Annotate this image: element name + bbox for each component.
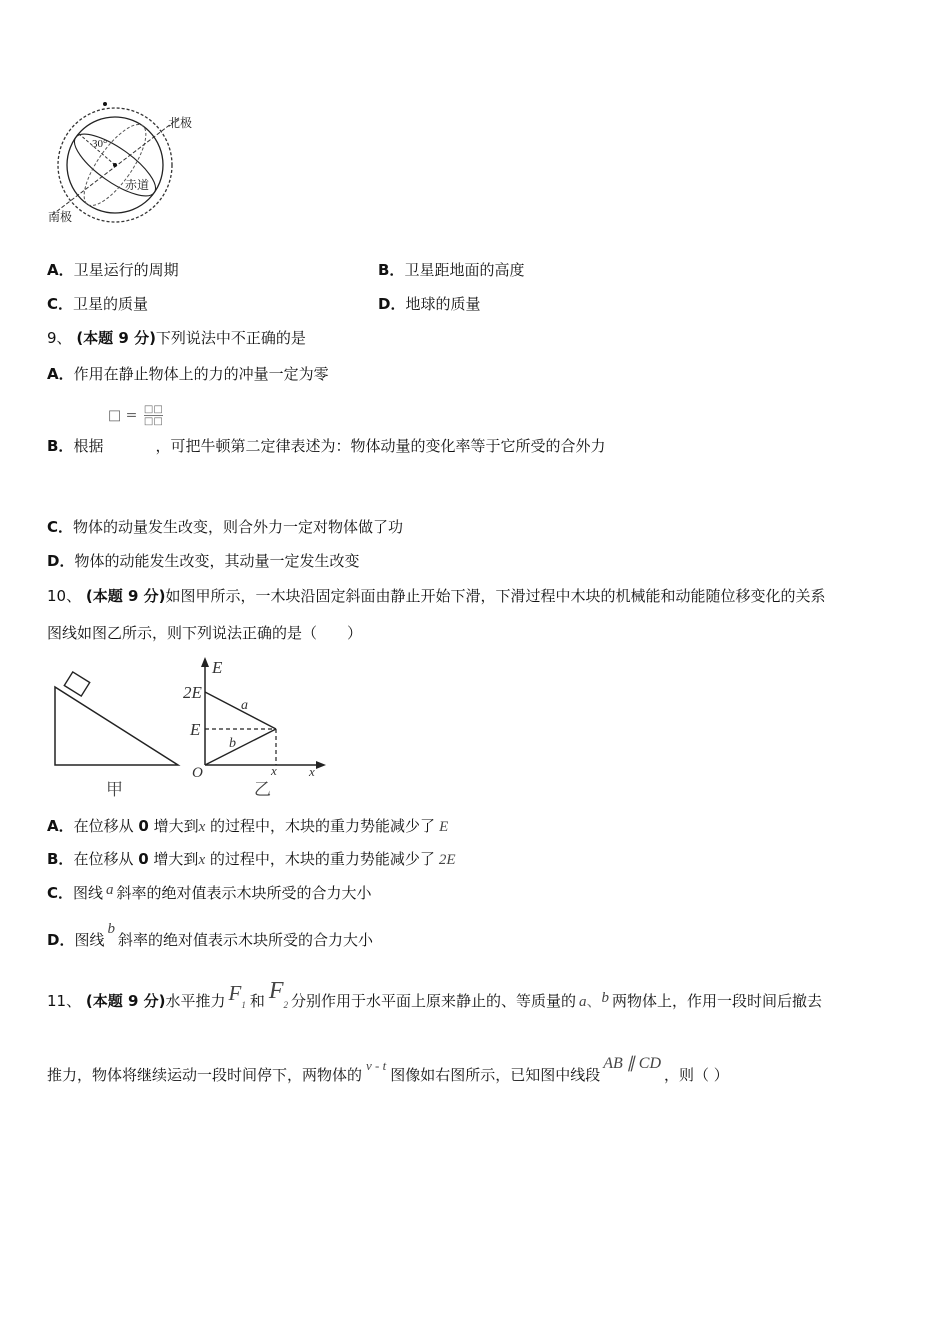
- question-number: 10、: [47, 587, 82, 605]
- option-letter: A．: [47, 817, 74, 835]
- question-text: 水平推力: [165, 992, 226, 1010]
- e-axis-arrow: [201, 657, 209, 667]
- incline-triangle: [55, 687, 178, 765]
- option-text: 作用在静止物体上的力的冲量一定为零: [73, 365, 329, 383]
- globe-figure: [40, 95, 200, 230]
- q8-option-a: [47, 260, 179, 280]
- option-value: 2E: [438, 852, 456, 868]
- q10-option-d: [47, 921, 373, 951]
- x-axis-arrow: [316, 761, 326, 769]
- option-letter: D．: [378, 295, 406, 313]
- q9-option-b: [47, 436, 605, 456]
- option-zero: 0: [138, 850, 149, 868]
- q9-formula: [108, 404, 163, 427]
- angle-label: 30°: [92, 138, 108, 150]
- option-value: E: [439, 819, 449, 835]
- vt-label: v - t: [366, 1058, 387, 1073]
- option-letter: B．: [47, 850, 74, 868]
- subscript-1: 1: [241, 1000, 246, 1010]
- option-text: 地球的质量: [405, 295, 481, 313]
- option-letter: A．: [47, 261, 74, 279]
- question-number: 9、: [47, 329, 72, 347]
- q10-stem-line1: [47, 586, 825, 606]
- q10-option-a: [47, 816, 448, 837]
- option-mid: 增大到: [148, 850, 199, 868]
- question-tag: (本题 9 分): [85, 587, 166, 605]
- option-post: ，可把牛顿第二定律表述为：物体动量的变化率等于它所受的合外力: [155, 437, 606, 455]
- question-text: 和: [249, 992, 265, 1010]
- q9-option-d: [47, 551, 359, 571]
- option-pre: 根据: [73, 437, 104, 455]
- center-dot: [113, 163, 117, 167]
- option-letter: A．: [47, 365, 74, 383]
- q11-stem-line2: [47, 1055, 729, 1086]
- subscript-2: 2: [283, 1000, 288, 1010]
- tick-x: x: [271, 763, 277, 778]
- option-text: 物体的动能发生改变，其动量一定发生改变: [74, 552, 360, 570]
- option-letter: B．: [378, 261, 405, 279]
- q11-stem-line1: [47, 978, 823, 1013]
- question-text: 图像如右图所示，已知图中线段: [390, 1066, 601, 1084]
- option-text: 卫星距地面的高度: [404, 261, 525, 279]
- q10-option-c: [47, 883, 372, 904]
- satellite-dot: [103, 102, 107, 106]
- incline-diagram: [55, 672, 178, 799]
- formula-lhs: □ =: [108, 407, 138, 424]
- option-post: 的过程中，木块的重力势能减少了: [205, 850, 435, 868]
- force-symbol: F: [228, 981, 242, 1005]
- formula-numerator: □□: [143, 404, 163, 415]
- line-a-label: a: [241, 698, 248, 713]
- energy-graph: [183, 657, 326, 799]
- question-text: 两物体上，作用一段时间后撤去: [612, 992, 823, 1010]
- question-text: 分别作用于水平面上原来静止的、等质量的: [291, 992, 577, 1010]
- q9-stem: [47, 328, 306, 348]
- option-post: 的过程中，木块的重力势能减少了: [205, 817, 436, 835]
- option-text: 物体的动量发生改变，则合外力一定对物体做了功: [73, 518, 404, 536]
- e-axis-label: E: [212, 658, 223, 677]
- line-b-label: b: [229, 736, 236, 751]
- question-number: 11、: [47, 992, 82, 1010]
- question-text: 推力，物体将继续运动一段时间停下，两物体的: [47, 1066, 363, 1084]
- q8-option-d: [378, 294, 480, 314]
- q9-option-a: [47, 364, 329, 384]
- south-pole-label: 南极: [48, 210, 73, 224]
- option-var: x: [198, 852, 206, 868]
- option-letter: C．: [47, 518, 74, 536]
- option-pre: 在位移从: [73, 817, 139, 835]
- tick-e: E: [190, 720, 201, 739]
- option-zero: 0: [138, 817, 149, 835]
- option-letter: B．: [47, 437, 74, 455]
- q8-option-c: [47, 294, 148, 314]
- object-b: b: [601, 990, 610, 1006]
- option-pre: 在位移从: [73, 850, 139, 868]
- origin-label: O: [192, 765, 203, 781]
- option-post: 斜率的绝对值表示木块所受的合力大小: [116, 884, 372, 902]
- option-text: 卫星的质量: [73, 295, 149, 313]
- option-var: b: [107, 921, 115, 937]
- option-letter: C．: [47, 295, 74, 313]
- question-stem: 如图甲所示，一木块沿固定斜面由静止开始下滑，下滑过程中木块的机械能和动能随位移变化的关系: [165, 587, 826, 605]
- option-text: 卫星运行的周期: [73, 261, 179, 279]
- option-var: x: [198, 819, 206, 835]
- question-tag: (本题 9 分): [85, 992, 166, 1010]
- option-pre: 图线: [74, 931, 105, 949]
- equator-label: 赤道: [125, 178, 150, 192]
- x-axis-label: x: [309, 764, 315, 779]
- q10-stem-line2: [47, 623, 362, 643]
- option-pre: 图线: [73, 884, 104, 902]
- formula-denominator: □□: [143, 416, 163, 427]
- line-b: [205, 729, 276, 765]
- option-mid: 增大到: [148, 817, 199, 835]
- figure-label-jia: 甲: [106, 780, 123, 799]
- option-letter: D．: [47, 931, 75, 949]
- north-pole-label: 北极: [168, 116, 193, 130]
- q10-option-b: [47, 849, 456, 870]
- wooden-block: [64, 672, 89, 696]
- figure-label-yi: 乙: [254, 780, 271, 799]
- q9-option-c: [47, 517, 403, 537]
- option-letter: D．: [47, 552, 75, 570]
- tick-2e: 2E: [183, 683, 202, 702]
- question-text: ，则（ ）: [664, 1066, 729, 1084]
- question-stem: 下列说法中不正确的是: [155, 329, 306, 347]
- force-symbol: F: [268, 978, 284, 1004]
- question-tag: (本题 9 分): [76, 329, 156, 347]
- question-stem: 图线如图乙所示，则下列说法正确的是（ ）: [47, 624, 363, 642]
- parallel-segments: AB ∥ CD: [603, 1055, 662, 1072]
- option-letter: C．: [47, 884, 74, 902]
- option-post: 斜率的绝对值表示木块所受的合力大小: [117, 931, 373, 949]
- object-a: a: [579, 994, 587, 1010]
- separator: 、: [586, 992, 602, 1010]
- q8-option-b: [378, 260, 524, 280]
- option-var: a: [106, 882, 114, 898]
- q10-figure: [40, 655, 340, 805]
